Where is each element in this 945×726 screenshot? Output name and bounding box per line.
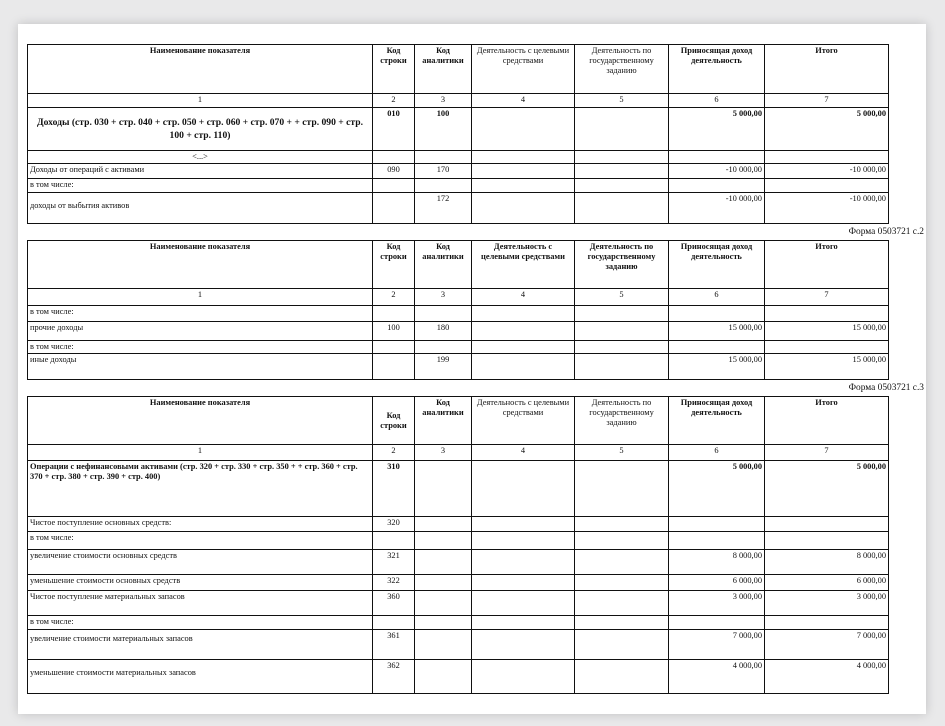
header-income-activity: Приносящая доход деятельность [669, 397, 765, 445]
row-name: в том числе: [28, 532, 373, 550]
row-state [575, 322, 669, 341]
row-name: уменьшение стоимости основных средств [28, 575, 373, 591]
header-target-funds: Деятельность с целевыми средствами [472, 241, 575, 289]
row-total [765, 306, 889, 322]
header-income-activity: Приносящая доход деятельность [669, 45, 765, 94]
row-state [575, 532, 669, 550]
row-state [575, 341, 669, 354]
row-code: 010 [373, 108, 415, 151]
row-income: -10 000,00 [669, 193, 765, 224]
column-number-row [28, 94, 889, 108]
table-row [28, 193, 889, 224]
table-row [28, 550, 889, 575]
header-indicator-name: Наименование показателя [28, 397, 373, 445]
row-income: 5 000,00 [669, 108, 765, 151]
row-code: 310 [373, 461, 415, 517]
row-analytics [415, 517, 472, 532]
row-name: доходы от выбытия активов [28, 193, 373, 224]
row-analytics [415, 151, 472, 164]
col-num: 2 [373, 94, 415, 108]
header-line-code: Код строки [373, 241, 415, 289]
row-analytics [415, 532, 472, 550]
row-name: уменьшение стоимости материальных запасов [28, 660, 373, 694]
row-target [472, 354, 575, 380]
row-total: 6 000,00 [765, 575, 889, 591]
row-code: 322 [373, 575, 415, 591]
report-table-page1 [27, 44, 889, 224]
row-code: 360 [373, 591, 415, 616]
row-total: 7 000,00 [765, 630, 889, 660]
row-target [472, 517, 575, 532]
row-target [472, 164, 575, 179]
col-num: 3 [415, 289, 472, 306]
row-income: 8 000,00 [669, 550, 765, 575]
header-target-funds: Деятельность с целевыми средствами [472, 397, 575, 445]
row-analytics [415, 306, 472, 322]
table-row [28, 517, 889, 532]
col-num: 4 [472, 94, 575, 108]
row-analytics [415, 550, 472, 575]
row-income: 15 000,00 [669, 354, 765, 380]
row-total [765, 341, 889, 354]
table-header-row [28, 397, 889, 445]
table-row [28, 660, 889, 694]
header-state-task: Деятельность по государственному заданию [575, 45, 669, 94]
row-name: прочие доходы [28, 322, 373, 341]
header-total: Итого [765, 241, 889, 289]
header-indicator-name: Наименование показателя [28, 241, 373, 289]
row-name: увеличение стоимости материальных запасов [28, 630, 373, 660]
table-row [28, 616, 889, 630]
row-total [765, 151, 889, 164]
row-target [472, 550, 575, 575]
row-income [669, 306, 765, 322]
row-name: <...> [28, 151, 373, 164]
row-total [765, 517, 889, 532]
row-income: 7 000,00 [669, 630, 765, 660]
row-code: 090 [373, 164, 415, 179]
row-state [575, 151, 669, 164]
row-target [472, 616, 575, 630]
row-analytics [415, 630, 472, 660]
table-row [28, 306, 889, 322]
row-total: 5 000,00 [765, 461, 889, 517]
row-income: 6 000,00 [669, 575, 765, 591]
table-row [28, 164, 889, 179]
row-total [765, 616, 889, 630]
row-income: 4 000,00 [669, 660, 765, 694]
row-income: -10 000,00 [669, 164, 765, 179]
row-analytics [415, 591, 472, 616]
table-row [28, 341, 889, 354]
row-name: в том числе: [28, 616, 373, 630]
row-target [472, 575, 575, 591]
col-num: 6 [669, 445, 765, 461]
row-target [472, 341, 575, 354]
row-analytics: 172 [415, 193, 472, 224]
col-num: 6 [669, 289, 765, 306]
header-line-code: Код строки [373, 45, 415, 94]
row-state [575, 461, 669, 517]
row-target [472, 151, 575, 164]
col-num: 1 [28, 445, 373, 461]
row-code: 362 [373, 660, 415, 694]
header-analytics-code: Код аналитики [415, 45, 472, 94]
table-row [28, 575, 889, 591]
row-code [373, 306, 415, 322]
row-code [373, 532, 415, 550]
row-income: 5 000,00 [669, 461, 765, 517]
row-total: 3 000,00 [765, 591, 889, 616]
row-state [575, 550, 669, 575]
row-name: Операции с нефинансовыми активами (стр. 320 + стр. 330 + стр. 350 + + стр. 360 + стр. 370 + стр. 380 + стр. 390 + стр. 400) [28, 461, 373, 517]
row-analytics [415, 575, 472, 591]
col-num: 4 [472, 289, 575, 306]
row-target [472, 591, 575, 616]
col-num: 2 [373, 445, 415, 461]
header-indicator-name: Наименование показателя [28, 45, 373, 94]
col-num: 5 [575, 94, 669, 108]
row-code [373, 151, 415, 164]
col-num: 7 [765, 289, 889, 306]
row-state [575, 630, 669, 660]
row-code [373, 179, 415, 193]
row-state [575, 591, 669, 616]
row-analytics [415, 461, 472, 517]
row-name: в том числе: [28, 341, 373, 354]
table-row [28, 532, 889, 550]
table-row [28, 322, 889, 341]
table-row [28, 591, 889, 616]
row-target [472, 193, 575, 224]
row-target [472, 322, 575, 341]
row-target [472, 630, 575, 660]
row-income [669, 341, 765, 354]
row-total [765, 532, 889, 550]
header-line-code: Код строки [373, 397, 415, 445]
header-total: Итого [765, 45, 889, 94]
col-num: 5 [575, 289, 669, 306]
row-code [373, 616, 415, 630]
table-row [28, 179, 889, 193]
header-state-task: Деятельность по государственному заданию [575, 397, 669, 445]
row-income [669, 517, 765, 532]
row-total: 4 000,00 [765, 660, 889, 694]
row-income [669, 532, 765, 550]
row-income [669, 179, 765, 193]
col-num: 3 [415, 445, 472, 461]
row-analytics: 199 [415, 354, 472, 380]
report-table-page2 [27, 240, 889, 380]
row-name: Доходы (стр. 030 + стр. 040 + стр. 050 + стр. 060 + стр. 070 + + стр. 090 + стр. 100 + стр. 110) [28, 108, 373, 151]
header-analytics-code: Код аналитики [415, 241, 472, 289]
row-name: Доходы от операций с активами [28, 164, 373, 179]
table-row [28, 151, 889, 164]
row-target [472, 532, 575, 550]
table-header-row [28, 241, 889, 289]
row-state [575, 179, 669, 193]
col-num: 1 [28, 94, 373, 108]
row-name: в том числе: [28, 306, 373, 322]
row-target [472, 306, 575, 322]
row-total: 15 000,00 [765, 322, 889, 341]
row-state [575, 306, 669, 322]
row-total: 5 000,00 [765, 108, 889, 151]
header-income-activity: Приносящая доход деятельность [669, 241, 765, 289]
row-name: увеличение стоимости основных средств [28, 550, 373, 575]
row-analytics [415, 616, 472, 630]
row-state [575, 164, 669, 179]
row-income [669, 151, 765, 164]
row-code: 100 [373, 322, 415, 341]
row-total: -10 000,00 [765, 164, 889, 179]
header-total: Итого [765, 397, 889, 445]
table-row [28, 354, 889, 380]
column-number-row [28, 289, 889, 306]
row-analytics: 170 [415, 164, 472, 179]
row-analytics: 180 [415, 322, 472, 341]
col-num: 6 [669, 94, 765, 108]
row-total [765, 179, 889, 193]
row-analytics [415, 179, 472, 193]
column-number-row [28, 445, 889, 461]
header-target-funds: Деятельность с целевыми средствами [472, 45, 575, 94]
form-page-label: Форма 0503721 с.2 [848, 227, 924, 237]
row-state [575, 354, 669, 380]
row-analytics [415, 660, 472, 694]
row-state [575, 193, 669, 224]
header-state-task: Деятельность по государственному заданию [575, 241, 669, 289]
row-analytics: 100 [415, 108, 472, 151]
row-code: 321 [373, 550, 415, 575]
col-num: 3 [415, 94, 472, 108]
row-income [669, 616, 765, 630]
table-row [28, 461, 889, 517]
row-code [373, 193, 415, 224]
row-state [575, 616, 669, 630]
col-num: 2 [373, 289, 415, 306]
row-target [472, 108, 575, 151]
row-state [575, 517, 669, 532]
row-name: иные доходы [28, 354, 373, 380]
table-row [28, 108, 889, 151]
col-num: 7 [765, 445, 889, 461]
row-state [575, 575, 669, 591]
row-code [373, 341, 415, 354]
row-code: 361 [373, 630, 415, 660]
row-name: Чистое поступление материальных запасов [28, 591, 373, 616]
row-name: в том числе: [28, 179, 373, 193]
col-num: 5 [575, 445, 669, 461]
row-total: 15 000,00 [765, 354, 889, 380]
row-code [373, 354, 415, 380]
header-analytics-code: Код аналитики [415, 397, 472, 445]
row-target [472, 660, 575, 694]
row-code: 320 [373, 517, 415, 532]
row-state [575, 660, 669, 694]
form-page-label: Форма 0503721 с.3 [848, 383, 924, 393]
col-num: 7 [765, 94, 889, 108]
report-table-page3 [27, 396, 889, 694]
row-target [472, 179, 575, 193]
table-header-row [28, 45, 889, 94]
row-state [575, 108, 669, 151]
row-analytics [415, 341, 472, 354]
row-total: 8 000,00 [765, 550, 889, 575]
row-income: 15 000,00 [669, 322, 765, 341]
col-num: 4 [472, 445, 575, 461]
table-row [28, 630, 889, 660]
row-name: Чистое поступление основных средств: [28, 517, 373, 532]
row-target [472, 461, 575, 517]
row-income: 3 000,00 [669, 591, 765, 616]
col-num: 1 [28, 289, 373, 306]
row-total: -10 000,00 [765, 193, 889, 224]
